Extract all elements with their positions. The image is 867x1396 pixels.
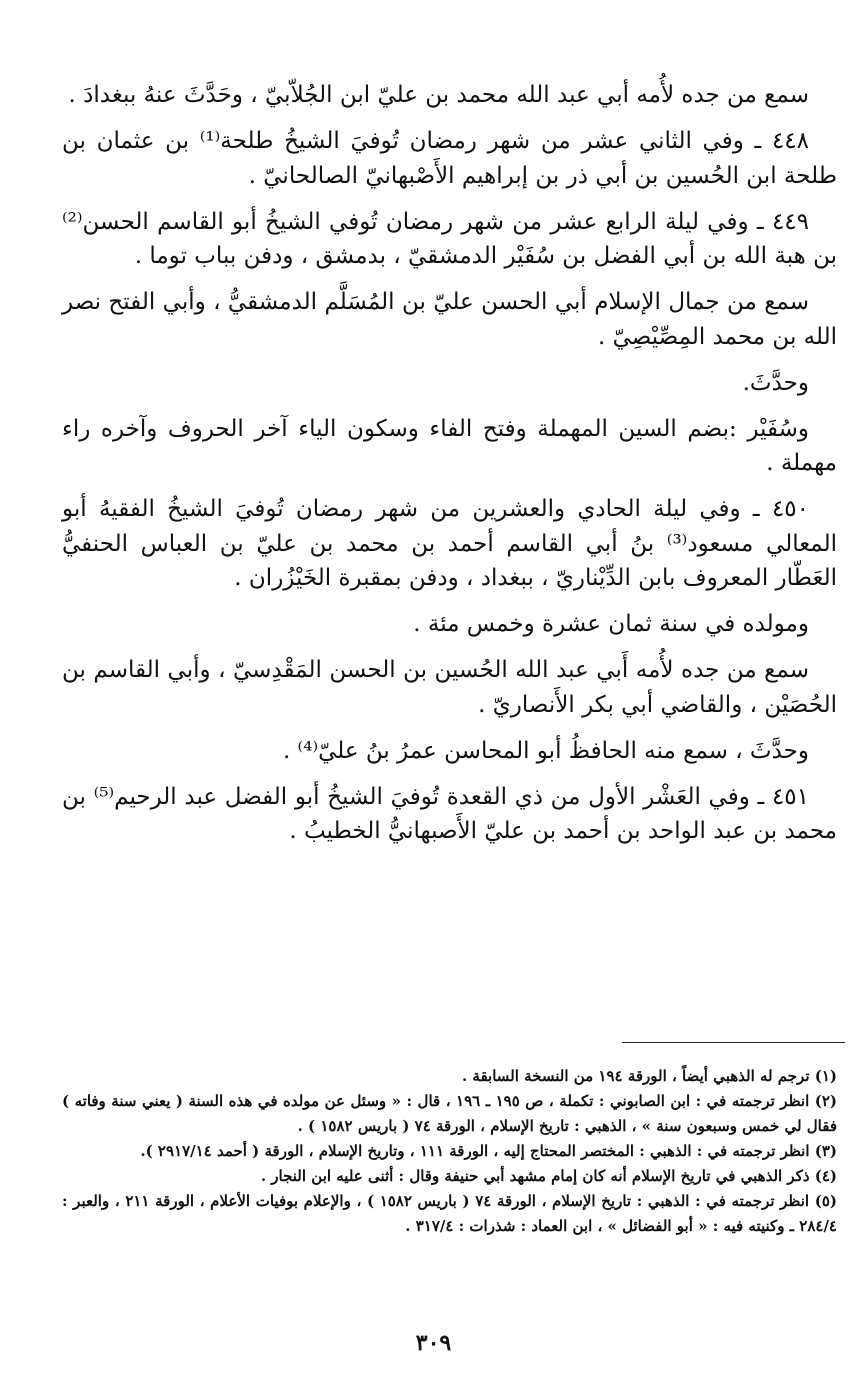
entry-448: ٤٤٨ ـ وفي الثاني عشر من شهر رمضان تُوفيَ الشيخُ طلحة⁽¹⁾ بن عثمان بن طلحة ابن الحُسين بن أبي ذر بن إبراهيم الأَصْبهانيّ الصالحانيّ .	[62, 128, 837, 189]
paragraph-heard-from-2: سمع من جده لأُمه أَبي عبد الله الحُسين بن الحسن المَقْدِسيّ ، وأبي القاسم بن الحُصَيْن ، والقاضي أبي بكر الأَنصاريّ .	[62, 657, 837, 718]
footnotes	[62, 1064, 837, 1239]
paragraph-narrated: وحدَّثَ.	[742, 369, 809, 396]
footnote-4: (٤) ذكر الذهبي في تاريخ الإسلام أنه كان إمام مشهد أبي حنيفة وقال : أثنى عليه ابن النجار .	[260, 1167, 837, 1185]
footnote-3: (٣) انظر ترجمته في : الذهبي : المختصر المحتاج إليه ، الورقة ١١١ ، وتاريخ الإسلام ، الورقة ( أحمد ٢٩١٧/١٤ ).	[140, 1142, 837, 1160]
entry-450: ٤٥٠ ـ وفي ليلة الحادي والعشرين من شهر رمضان تُوفيَ الشيخُ الفقيهُ أبو المعالي مسعود⁽³⁾ بنُ أبي القاسم أحمد بن محمد بن عليّ بن العباس الحنفيُّ العَطّار المعروف بابن الدِّيْناريّ ، ببغداد ، ودفن بمقبرة الخَيْزُران .	[62, 496, 837, 591]
main-text	[62, 78, 837, 860]
paragraph-heard-from: سمع من جمال الإسلام أبي الحسن عليّ بن المُسَلَّم الدمشقيُّ ، وأبي الفتح نصر الله بن محمد المِصِّيْصِيّ .	[62, 289, 837, 350]
entry-451: ٤٥١ ـ وفي العَشْر الأول من ذي القعدة تُوفيَ الشيخُ أبو الفضل عبد الرحيم⁽⁵⁾ بن محمد بن عبد الواحد بن أحمد بن عليّ الأَصبهانيُّ الخطيبُ .	[62, 783, 837, 844]
footnote-2: (٢) انظر ترجمته في : ابن الصابوني : تكملة ، ص ١٩٥ ـ ١٩٦ ، قال : « وسئل عن مولده في هذه السنة ( يعني سنة وفاته ) فقال لي خمس وسبعون سنة » ، الذهبي : تاريخ الإسلام ، الورقة ٧٤ ( باريس ١٥٨٢ ) .	[62, 1092, 838, 1135]
paragraph-sufayr-note: وسُفَيْر :بضم السين المهملة وفتح الفاء وسكون الياء آخر الحروف وآخره راء مهملة .	[62, 415, 837, 476]
entry-449: ٤٤٩ ـ وفي ليلة الرابع عشر من شهر رمضان تُوفي الشيخُ أبو القاسم الحسن⁽²⁾ بن هبة الله بن أبي الفضل بن سُفَيْر الدمشقيّ ، بدمشق ، ودفن بباب توما .	[62, 208, 837, 269]
paragraph-birth: ومولده في سنة ثمان عشرة وخمس مئة .	[413, 611, 809, 637]
footnote-1: (١) ترجم له الذهبي أيضاً ، الورقة ١٩٤ من النسخة السابقة .	[461, 1067, 837, 1085]
footnote-separator	[622, 1042, 845, 1043]
paragraph-1: سمع من جده لأُمه أبي عبد الله محمد بن عليّ ابن الجُلاّبيّ ، وحَدَّثَ عنهُ ببغدادَ .	[68, 82, 809, 108]
paragraph-narrated-2: وحدَّثَ ، سمع منه الحافظُ أبو المحاسن عمرُ بنُ عليّ⁽⁴⁾ .	[282, 737, 809, 764]
page-number: ٣٠٩	[415, 1330, 452, 1356]
footnote-5: (٥) انظر ترجمته في : الذهبي : تاريخ الإسلام ، الورقة ٧٤ ( باريس ١٥٨٢ ) ، والإعلام بوفيات الأعلام ، الورقة ٢١١ ، والعبر : ٢٨٤/٤ ـ وكنيته فيه : « أبو الفضائل » ، ابن العماد : شذرات : ٣١٧/٤ .	[62, 1192, 837, 1235]
